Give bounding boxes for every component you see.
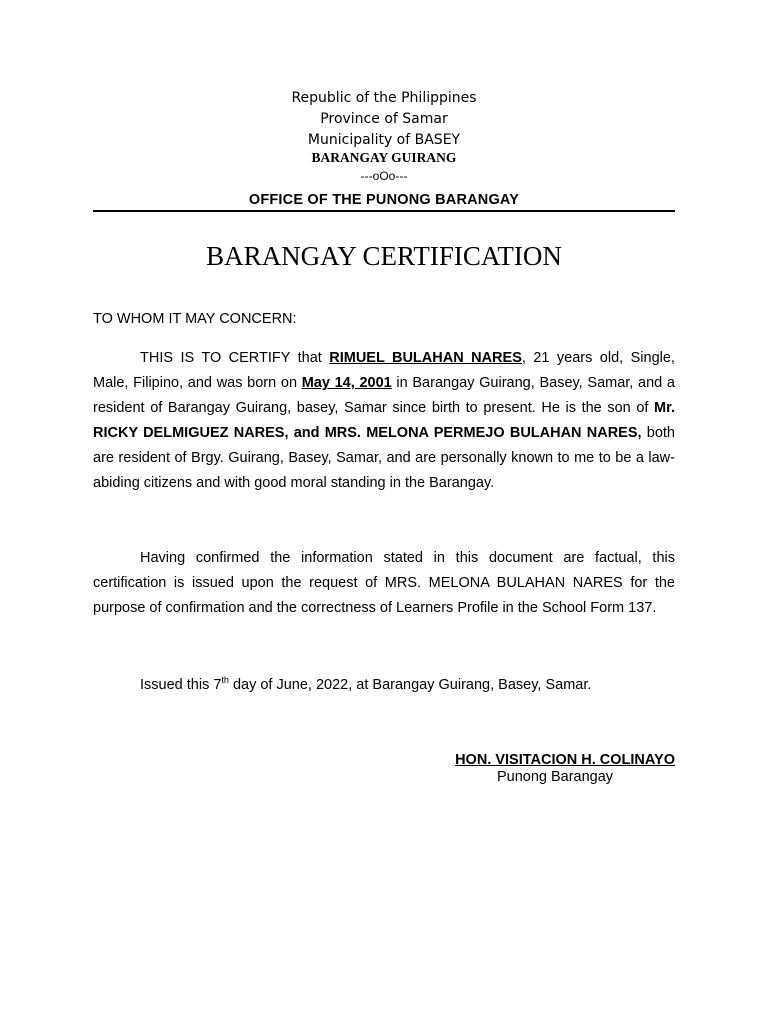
header-barangay: BARANGAY GUIRANG	[311, 150, 457, 165]
header-province: Province of Samar	[320, 111, 448, 127]
document-title: BARANGAY CERTIFICATION	[206, 241, 562, 271]
issued-text-2: day of June, 2022, at Barangay Guirang, Basey, Samar.	[228, 677, 592, 693]
header-divider	[93, 210, 675, 212]
signatory-position: Punong Barangay	[496, 769, 614, 785]
header-municipality: Municipality of BASEY	[307, 132, 461, 148]
parents-names: Mr. RICKY DELMIGUEZ NARES, and MRS. MELONA PERMEJO BULAHAN NARES,	[93, 400, 675, 441]
certified-person-name: RIMUEL BULAHAN NARES	[329, 350, 522, 366]
birth-date: May 14, 2001	[301, 375, 392, 391]
certification-paragraph	[93, 346, 675, 496]
header-ornament: ---oOo---	[360, 169, 408, 183]
p1-text-3: in Barangay Guirang, Basey, Samar, and a resident of Barangay Guirang, basey, Samar since birth to present. He is the son of	[93, 375, 675, 416]
issued-paragraph	[93, 673, 675, 698]
issued-ordinal-suffix: th	[221, 675, 229, 686]
signatory-name: HON. VISITACION H. COLINAYO	[455, 752, 675, 768]
purpose-paragraph: Having confirmed the information stated in this document are factual, this certification is issued upon the request of MRS. MELONA BULAHAN NARES for the purpose of confirmation and the correctness of Learners Profile in the School Form 137.	[93, 550, 675, 616]
p1-text-2: , 21 years old, Single, Male, Filipino, and was born on	[93, 350, 675, 391]
salutation: TO WHOM IT MAY CONCERN:	[93, 311, 297, 327]
p1-text-4: both are resident of Brgy. Guirang, Basey, Samar, and are personally known to me to be a law-abiding citizens and with good moral standing in the Barangay.	[93, 425, 675, 491]
p1-text-1: THIS IS TO CERTIFY that	[140, 350, 330, 366]
issued-text-1: Issued this 7	[140, 677, 222, 693]
header-republic: Republic of the Philippines	[291, 90, 477, 106]
header-office: OFFICE OF THE PUNONG BARANGAY	[248, 192, 520, 208]
